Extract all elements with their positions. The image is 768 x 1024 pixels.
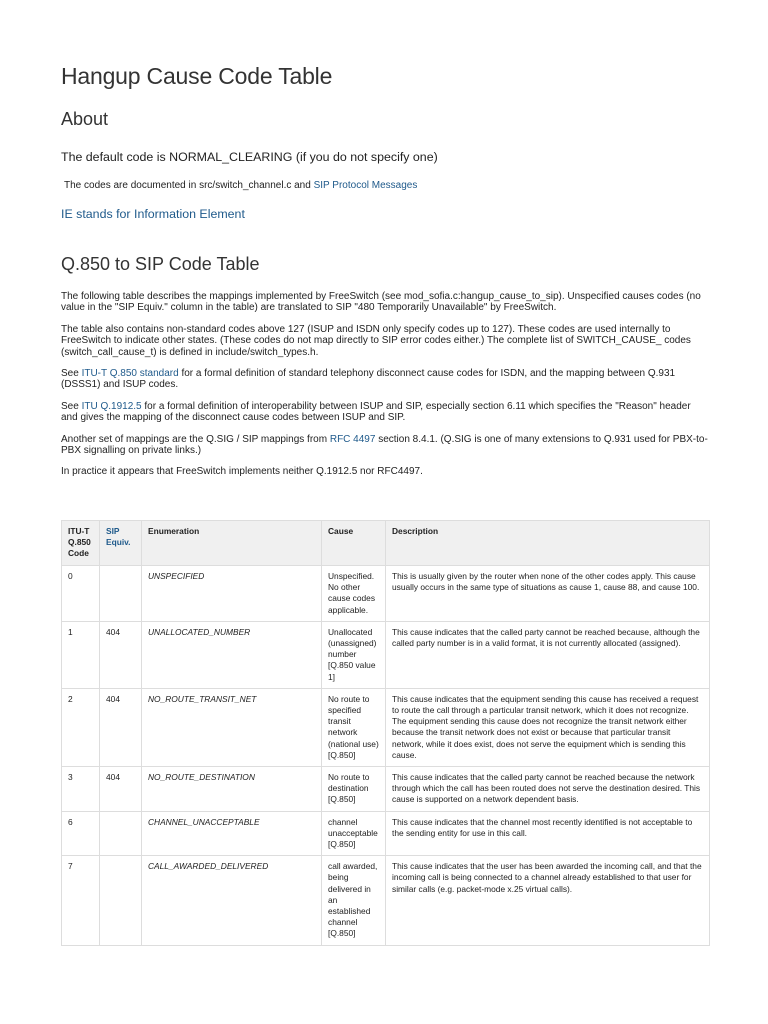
cell-enumeration: UNSPECIFIED — [142, 566, 322, 622]
cell-description: This cause indicates that the equipment sending this cause has received a request to route the call through a particular transit network, which it does not recognize. The equipment sending this cause does not recognize the transit network either because the transit network does not exist or because that particular transit network, while it does exist, does not serve the equipment which is sending this cause. — [386, 688, 710, 766]
table-header-row — [62, 521, 710, 566]
default-code-text: The default code is NORMAL_CLEARING (if you do not specify one) — [61, 150, 438, 164]
codes-documented-text — [64, 180, 417, 191]
itu-q1912-link[interactable]: ITU Q.1912.5 — [81, 400, 142, 412]
p3-prefix: See — [61, 368, 82, 380]
cell-enumeration: NO_ROUTE_DESTINATION — [142, 767, 322, 812]
p5-prefix: Another set of mappings are the Q.SIG / SIP mappings from — [61, 433, 330, 445]
cell-code: 7 — [62, 856, 100, 945]
about-heading: About — [61, 109, 109, 129]
cell-sip: 404 — [100, 688, 142, 766]
cell-code: 2 — [62, 688, 100, 766]
cell-code: 1 — [62, 621, 100, 688]
cell-enumeration: UNALLOCATED_NUMBER — [142, 621, 322, 688]
header-enumeration: Enumeration — [142, 521, 322, 566]
header-cause: Cause — [322, 521, 386, 566]
cell-description: This cause indicates that the called party cannot be reached because, although the called party number is in a valid format, it is not currently allocated (assigned). — [386, 621, 710, 688]
intro-paragraphs — [61, 291, 709, 488]
cell-enumeration: NO_ROUTE_TRANSIT_NET — [142, 688, 322, 766]
cell-sip — [100, 856, 142, 945]
codes-documented-prefix: The codes are documented in src/switch_channel.c and — [64, 180, 314, 191]
table-row — [62, 688, 710, 766]
p5-suffix: section 8.4.1. (Q.SIG is one of many extensions to Q.931 used for PBX-to-PBX signalling on private links.) — [61, 433, 708, 457]
header-q850-code: ITU-T Q.850 Code — [62, 521, 100, 566]
p3-suffix: for a formal definition of standard telephony disconnect cause codes for ISDN, and the mapping between Q.931 (DSSS1) and ISUP codes. — [61, 368, 676, 391]
ie-info-link[interactable]: IE stands for Information Element — [61, 207, 245, 221]
cell-sip: 404 — [100, 621, 142, 688]
sip-equiv-link[interactable]: SIP Equiv. — [106, 526, 131, 548]
table-row — [62, 856, 710, 945]
paragraph-itu-q1912 — [61, 401, 709, 424]
cell-cause: No route to specified transit network (national use) [Q.850] — [322, 688, 386, 766]
paragraph-nonstandard: The table also contains non-standard codes above 127 (ISUP and ISDN only specify codes up to 127). These codes are used internally to FreeSwitch to indicate other states. (These codes do not map directly to SIP error codes either.) The complete list of SWITCH_CAUSE_ codes (switch_call_cause_t) is defined in include/switch_types.h. — [61, 323, 691, 358]
header-description: Description — [386, 521, 710, 566]
cell-description: This cause indicates that the called party cannot be reached because the network through which the call has been routed does not serve the destination desired. This cause is supported on a network dependent basis. — [386, 767, 710, 812]
rfc4497-link[interactable]: RFC 4497 — [329, 433, 376, 445]
cell-cause: call awarded, being delivered in an established channel [Q.850] — [322, 856, 386, 945]
itu-q850-link[interactable]: ITU-T Q.850 standard — [81, 368, 179, 380]
table-row — [62, 621, 710, 688]
cell-cause: channel unacceptable [Q.850] — [322, 811, 386, 856]
paragraph-practice: In practice it appears that FreeSwitch implements neither Q.1912.5 nor RFC4497. — [61, 466, 423, 478]
table-row — [62, 811, 710, 856]
cell-enumeration: CALL_AWARDED_DELIVERED — [142, 856, 322, 945]
p4-suffix: for a formal definition of interoperability between ISUP and SIP, especially section 6.11 which specifies the "Reason" header and gives the mapping of the disconnect cause codes between ISUP and SIP. — [61, 400, 691, 424]
cell-code: 3 — [62, 767, 100, 812]
table-row — [62, 566, 710, 622]
q850-heading: Q.850 to SIP Code Table — [61, 254, 260, 274]
paragraph-rfc4497 — [61, 434, 709, 457]
header-sip-equiv — [100, 521, 142, 566]
cell-sip: 404 — [100, 767, 142, 812]
cell-code: 0 — [62, 566, 100, 622]
cell-cause: No route to destination [Q.850] — [322, 767, 386, 812]
cause-code-table — [61, 520, 710, 946]
cell-code: 6 — [62, 811, 100, 856]
paragraph-itu-q850 — [61, 368, 709, 391]
paragraph-mappings: The following table describes the mappings implemented by FreeSwitch (see mod_sofia.c:hangup_cause_to_sip). Unspecified causes codes (no value in the "SIP Equiv." column in the table) are translated to SIP "480 Temporarily Unavailable" by FreeSwitch. — [61, 291, 701, 314]
table-row — [62, 767, 710, 812]
cell-enumeration: CHANNEL_UNACCEPTABLE — [142, 811, 322, 856]
cell-description: This cause indicates that the channel most recently identified is not acceptable to the sending entity for use in this call. — [386, 811, 710, 856]
page-title: Hangup Cause Code Table — [61, 63, 333, 89]
cell-description: This cause indicates that the user has been awarded the incoming call, and that the incoming call is being connected to a channel already established to that user for similar calls (e.g. packet-mode x.25 virtual calls). — [386, 856, 710, 945]
sip-protocol-messages-link[interactable]: SIP Protocol Messages — [313, 180, 418, 191]
cell-sip — [100, 566, 142, 622]
cell-sip — [100, 811, 142, 856]
cell-cause: Unspecified. No other cause codes applicable. — [322, 566, 386, 622]
p4-prefix: See — [61, 400, 82, 412]
cell-description: This is usually given by the router when none of the other codes apply. This cause usually occurs in the same type of situations as cause 1, cause 88, and cause 100. — [386, 566, 710, 622]
cell-cause: Unallocated (unassigned) number [Q.850 value 1] — [322, 621, 386, 688]
